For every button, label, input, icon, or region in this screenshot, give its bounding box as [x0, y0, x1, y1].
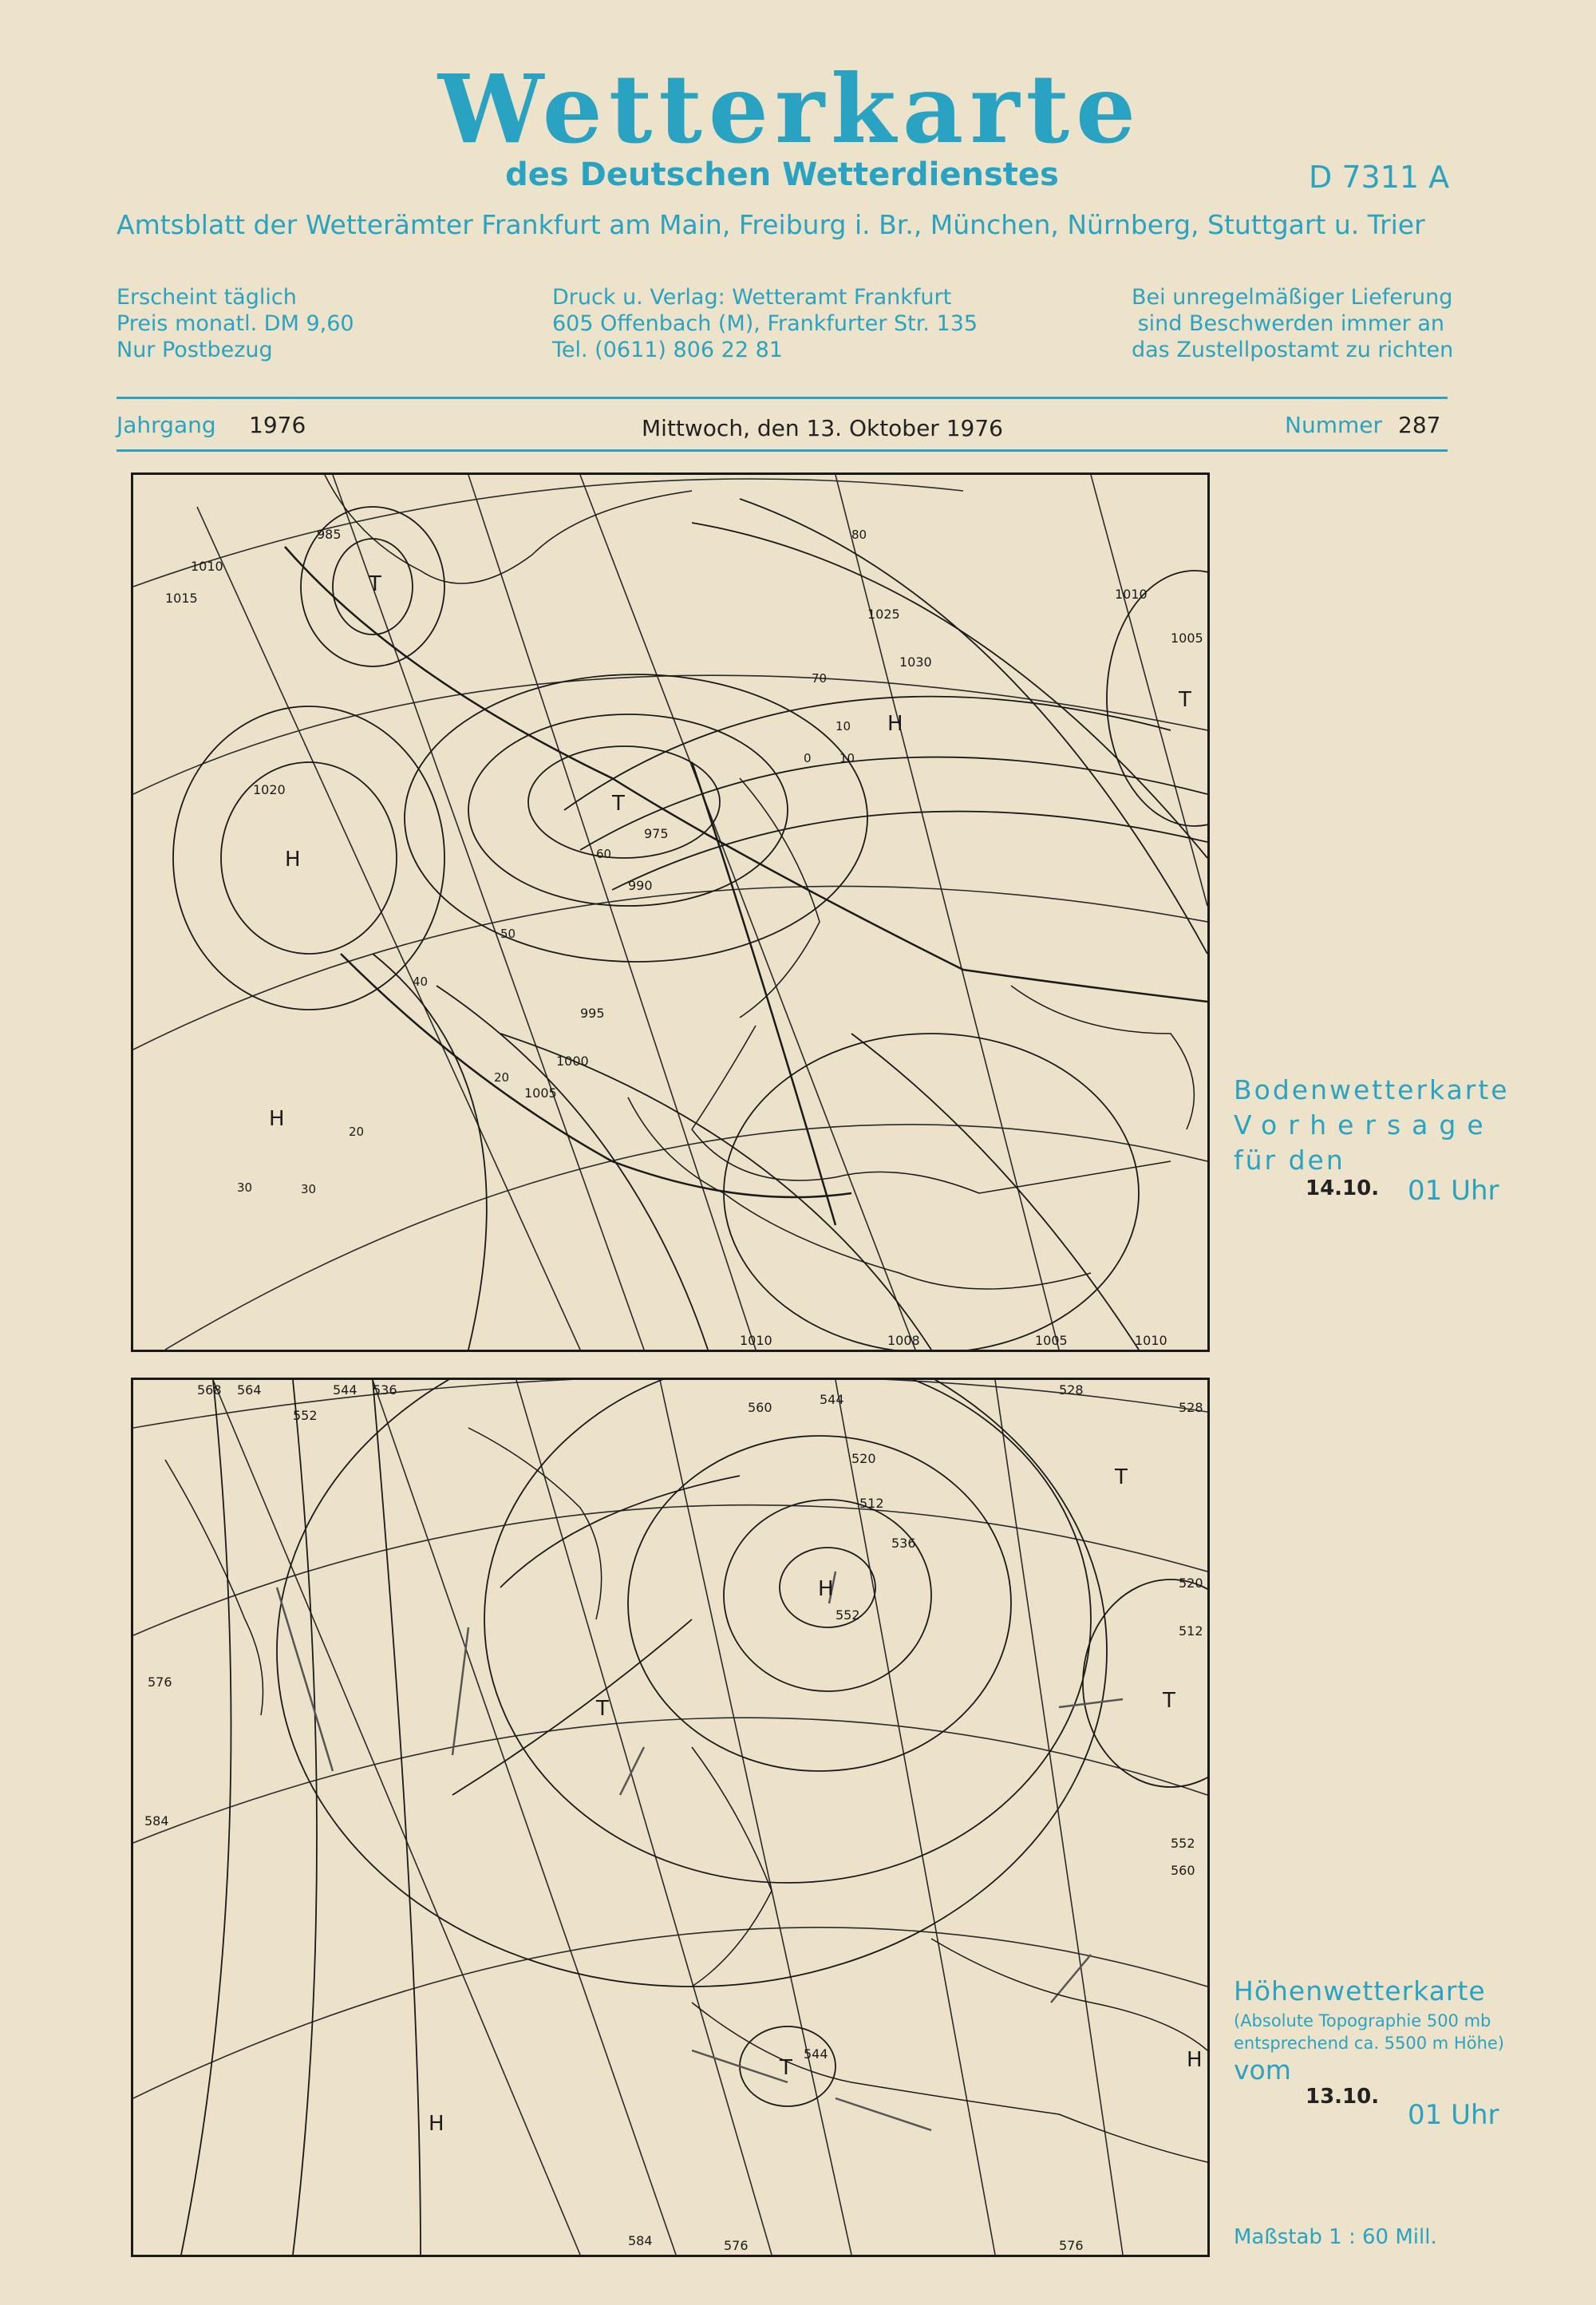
wind-arrows: [277, 1572, 1123, 2130]
low-center-label: T: [596, 1697, 609, 1721]
map-scale: Maßstab 1 : 60 Mill.: [1234, 2225, 1437, 2249]
jahrgang-value: 1976: [249, 412, 306, 438]
upper-coastlines: [165, 1428, 1207, 2162]
isobar-value: 1005: [524, 1085, 557, 1101]
info-center-line: Druck u. Verlag: Wetteramt Frankfurt: [552, 285, 952, 310]
contour-value: 584: [628, 2233, 653, 2248]
upper-map-centers: [429, 1465, 1203, 2136]
high-center-label: H: [285, 848, 301, 872]
surface-map-time: 01 Uhr: [1408, 1175, 1499, 1207]
contour-value: 552: [293, 1408, 318, 1423]
low-center-label: T: [612, 792, 625, 816]
subscription-info: [117, 284, 354, 363]
contour-value: 536: [891, 1536, 916, 1551]
upper-map-topography: (Absolute Topographie 500 mb: [1234, 2011, 1491, 2030]
contour-value: 560: [748, 1400, 772, 1415]
lat-label: 0: [804, 751, 812, 765]
isobar-value: 995: [580, 1006, 605, 1021]
info-center-line: 605 Offenbach (M), Frankfurter Str. 135: [552, 311, 978, 336]
info-center-line: Tel. (0611) 806 22 81: [552, 338, 783, 362]
upper-map-vom: vom: [1234, 2054, 1291, 2086]
upper-contours: [181, 1380, 1207, 2255]
upper-map-time: 01 Uhr: [1408, 2099, 1499, 2131]
contour-value: 528: [1179, 1400, 1203, 1415]
info-right-line: Bei unregelmäßiger Lieferung: [1132, 285, 1453, 310]
contour-value: 568: [197, 1382, 222, 1398]
contour-value: 512: [1179, 1623, 1203, 1639]
nummer-label: Nummer: [1285, 412, 1382, 438]
surface-isobars: [173, 499, 1207, 1350]
bottom-rule: [117, 449, 1448, 452]
info-right-line: sind Beschwerden immer an: [1137, 311, 1444, 336]
contour-value: 528: [1059, 1382, 1084, 1398]
surface-map-title: Bodenwetterkarte: [1234, 1074, 1510, 1105]
publisher-info: [552, 284, 978, 363]
lat-label: 20: [349, 1125, 365, 1139]
delivery-info: [1132, 284, 1454, 363]
contour-value: 520: [851, 1451, 876, 1466]
isobar-value: 1008: [887, 1333, 920, 1348]
high-center-label: H: [269, 1107, 285, 1131]
surface-map-for: für den: [1234, 1145, 1345, 1176]
upper-map-date: 13.10.: [1306, 2085, 1380, 2109]
upper-map-caption-title: Höhenwetterkarte: [1234, 1975, 1486, 2006]
contour-value-labels: [144, 1382, 1203, 2253]
high-center-label: H: [1187, 2048, 1203, 2072]
upper-map-height: entsprechend ca. 5500 m Höhe): [1234, 2034, 1504, 2053]
contour-value: 544: [804, 2046, 828, 2062]
lat-label: 10: [836, 719, 851, 733]
surface-graticule: [133, 475, 1207, 1350]
surface-map-forecast: Vorhersage: [1234, 1109, 1495, 1141]
info-left-line: Nur Postbezug: [117, 338, 273, 362]
surface-map-caption: [1234, 1073, 1510, 1178]
isobar-value: 985: [317, 527, 342, 542]
contour-value: 576: [1059, 2238, 1084, 2253]
isobar-value: 1000: [556, 1054, 589, 1069]
contour-value: 564: [237, 1382, 262, 1398]
high-center-label: H: [887, 712, 903, 736]
upper-air-map: [131, 1378, 1210, 2257]
high-center-label: H: [429, 2112, 444, 2136]
lat-label: 80: [851, 528, 867, 542]
info-left-line: Preis monatl. DM 9,60: [117, 311, 354, 336]
low-center-label: T: [1115, 1465, 1128, 1489]
isobar-value: 1005: [1035, 1333, 1068, 1348]
contour-value: 576: [724, 2238, 749, 2253]
publication-code: D 7311 A: [1309, 160, 1450, 195]
contour-value: 544: [333, 1382, 358, 1398]
contour-value: 520: [1179, 1576, 1203, 1591]
isobar-value: 1010: [1115, 587, 1148, 602]
upper-map-caption-sub: [1234, 2010, 1504, 2054]
surface-weather-map: [131, 472, 1210, 1352]
isobar-value: 1025: [867, 607, 900, 622]
lat-label: 40: [413, 975, 429, 989]
amtsblatt-line: Amtsblatt der Wetterämter Frankfurt am Main, Freiburg i. Br., München, Nürnberg, Stuttgart u. Trier: [117, 209, 1425, 240]
info-left-line: Erscheint täglich: [117, 285, 297, 310]
surface-map-svg: [133, 475, 1207, 1350]
upper-graticule: [133, 1380, 1207, 2255]
contour-value: 560: [1171, 1863, 1195, 1878]
surface-fronts: [285, 547, 1207, 1225]
isobar-value: 1010: [740, 1333, 772, 1348]
low-center-label: T: [369, 572, 381, 596]
contour-value: 536: [373, 1382, 397, 1398]
lat-label: 50: [500, 927, 516, 941]
isobar-value: 1030: [899, 654, 932, 670]
lat-label: 30: [237, 1180, 253, 1195]
lat-label: 60: [596, 847, 612, 861]
low-center-label: T: [780, 2056, 792, 2080]
low-center-label: T: [1179, 688, 1191, 712]
high-center-label: H: [818, 1577, 834, 1601]
isobar-value: 1005: [1171, 631, 1203, 646]
contour-value: 584: [144, 1813, 169, 1829]
lat-label: 30: [301, 1182, 317, 1196]
lat-label: 20: [494, 1070, 510, 1085]
isobar-value: 1015: [165, 591, 198, 606]
lat-label: 10: [839, 751, 855, 765]
nummer-value: 287: [1398, 412, 1441, 438]
contour-value: 552: [836, 1607, 860, 1623]
info-right-line: das Zustellpostamt zu richten: [1132, 338, 1454, 362]
surface-map-date: 14.10.: [1306, 1176, 1380, 1200]
isobar-value: 1020: [253, 782, 286, 797]
newspaper-title: Wetterkarte: [437, 53, 1143, 164]
low-center-label: T: [1163, 1689, 1175, 1713]
contour-value: 544: [820, 1392, 844, 1407]
contour-value: 512: [859, 1496, 884, 1511]
publisher-subtitle: des Deutschen Wetterdienstes: [505, 156, 1059, 193]
jahrgang-label: Jahrgang: [117, 412, 216, 438]
contour-value: 576: [148, 1674, 172, 1690]
isobar-value: 1010: [191, 559, 223, 574]
lat-label: 70: [812, 671, 828, 686]
upper-map-svg: [133, 1380, 1207, 2255]
top-rule: [117, 397, 1448, 399]
issue-date: Mittwoch, den 13. Oktober 1976: [642, 415, 1003, 441]
isobar-value: 990: [628, 878, 653, 893]
isobar-value: 1010: [1135, 1333, 1167, 1348]
contour-value: 552: [1171, 1836, 1195, 1851]
isobar-value: 975: [644, 826, 669, 841]
